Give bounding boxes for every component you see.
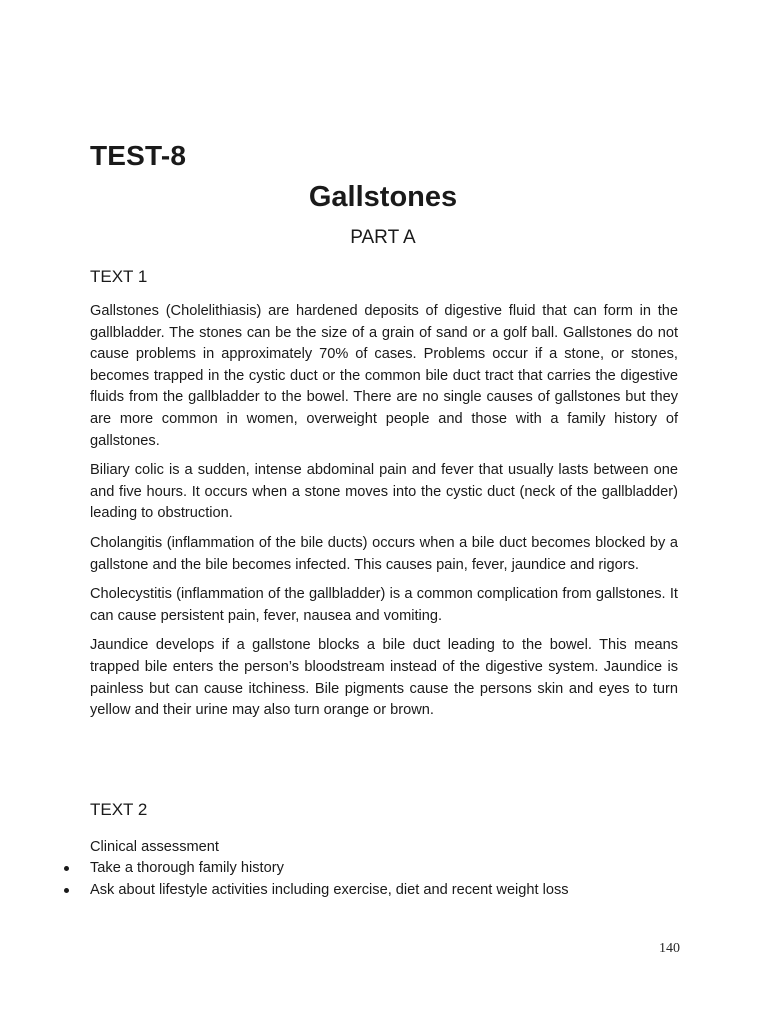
paragraph-gallstones: Gallstones (Cholelithiasis) are hardened deposits of digestive fluid that can form in the gallbladder. The stones can be the size of a grain of sand or a golf ball. Gallstones do not cause problems in approximately 70% of cases. Problems occur if a stone, or stones, becomes trapped in the cystic duct or the common bile duct tract that carries the digestive fluids from the gallbladder to the bowel. There are no single causes of gallstones but they are more common in women, overweight people and those with a family history of gallstones. xyxy=(90,303,678,449)
page-number: 140 xyxy=(659,941,680,956)
text1-body xyxy=(90,301,678,730)
paragraph-cholangitis: Cholangitis (inflammation of the bile ducts) occurs when a bile duct becomes blocked by a gallstone and the bile becomes infected. This causes pain, fever, jaundice and rigors. xyxy=(90,534,678,573)
paragraph-biliary-colic: Biliary colic is a sudden, intense abdominal pain and fever that usually lasts between one and five hours. It occurs when a stone moves into the cystic duct (neck of the gallbladder) leading to obstruction. xyxy=(90,462,678,522)
list-item-text: Ask about lifestyle activities including exercise, diet and recent weight loss xyxy=(90,882,569,898)
assessment-bullet-list xyxy=(62,857,702,901)
part-label: PART A xyxy=(350,227,416,248)
paragraph-cholecystitis: Cholecystitis (inflammation of the gallbladder) is a common complication from gallstones. It can cause persistent pain, fever, nausea and vomiting. xyxy=(90,586,678,624)
list-item xyxy=(62,879,702,901)
text1-heading: TEXT 1 xyxy=(90,267,148,286)
list-item xyxy=(62,857,702,879)
test-label: TEST-8 xyxy=(90,140,187,171)
paragraph-jaundice: Jaundice develops if a gallstone blocks a bile duct leading to the bowel. This means trapped bile enters the person’s bloodstream instead of the digestive system. Jaundice is painless but can cause itchiness. Bile pigments cause the persons skin and eyes to turn yellow and their urine may also turn orange or brown. xyxy=(90,637,678,719)
bullet-icon xyxy=(64,866,69,871)
list-item-text: Take a thorough family history xyxy=(90,860,284,876)
clinical-assessment-title: Clinical assessment xyxy=(90,839,219,855)
text2-heading: TEXT 2 xyxy=(90,800,148,819)
document-title: Gallstones xyxy=(308,181,458,213)
bullet-icon xyxy=(64,888,69,893)
